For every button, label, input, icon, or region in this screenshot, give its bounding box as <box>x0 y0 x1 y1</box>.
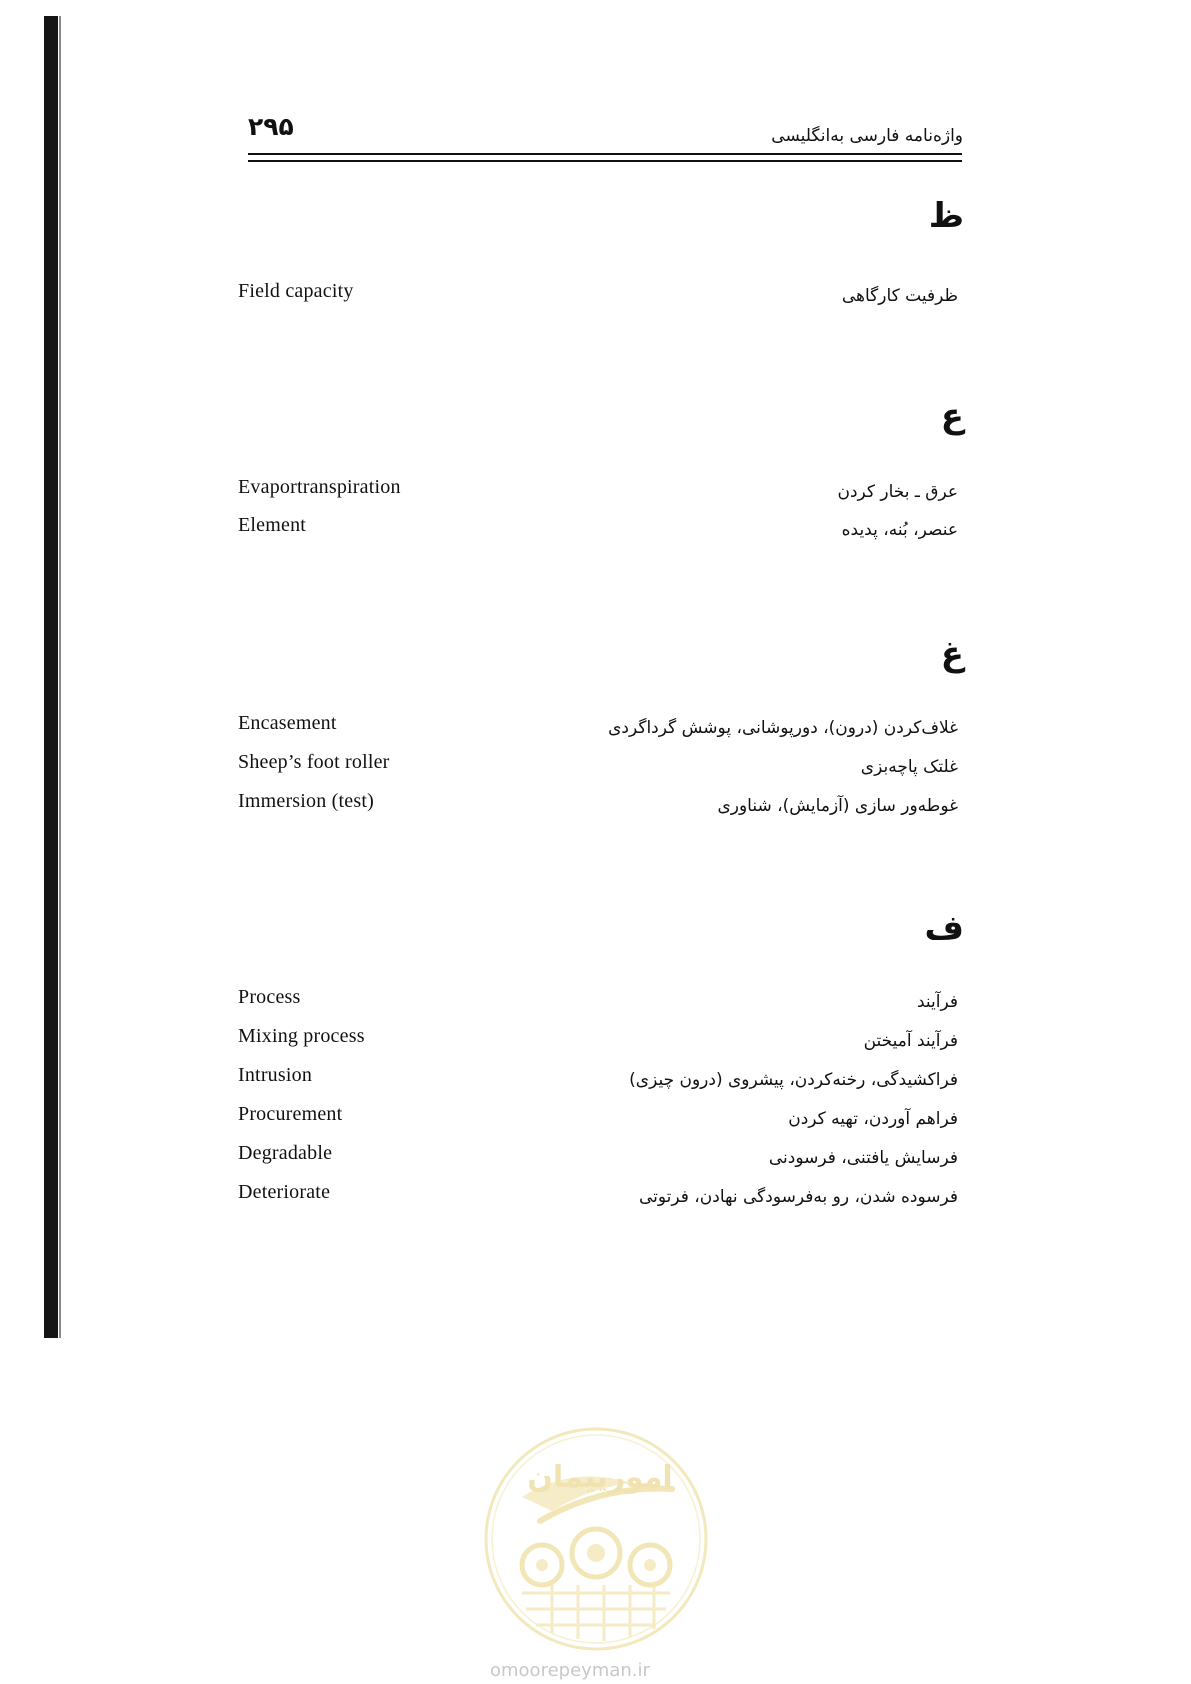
glossary-entry <box>230 712 964 750</box>
persian-term: غلاف‌کردن (درون)، دورپوشانی، پوشش گرداگردی <box>608 718 958 738</box>
section-letter: ظ <box>928 196 964 236</box>
section-za <box>230 196 964 336</box>
english-term: Sheep’s foot roller <box>238 751 390 773</box>
glossary-entry <box>230 1103 964 1141</box>
section-letter: ع <box>940 396 964 436</box>
english-term: Mixing process <box>238 1025 365 1047</box>
english-term: Procurement <box>238 1103 343 1125</box>
persian-term: ظرفیت کارگاهی <box>841 286 958 306</box>
section-ain <box>230 396 964 576</box>
section-fa <box>230 908 964 1248</box>
persian-term: عرق ـ بخار کردن <box>837 482 958 502</box>
english-term: Encasement <box>238 712 337 734</box>
english-term: Process <box>238 986 301 1008</box>
english-term: Element <box>238 514 307 536</box>
english-term: Degradable <box>238 1142 333 1164</box>
section-letter: ف <box>924 908 964 948</box>
glossary-entry <box>230 280 964 318</box>
persian-term: غوطه‌ور سازی (آزمایش)، شناوری <box>717 796 958 816</box>
glossary-entry <box>230 1025 964 1063</box>
section-ghain <box>230 634 964 834</box>
english-term: Immersion (test) <box>238 790 374 812</box>
glossary-entry <box>230 790 964 828</box>
persian-term: فرسوده شدن، رو به‌فرسودگی نهادن، فرتوتی <box>638 1187 958 1207</box>
english-term: Intrusion <box>238 1064 313 1086</box>
watermark-site: omoorepeyman.ir <box>490 1660 650 1681</box>
glossary-entry <box>230 1064 964 1102</box>
glossary-entry <box>230 476 964 514</box>
persian-term: عنصر، بُنه، پدیده <box>841 520 958 540</box>
glossary-entry <box>230 1142 964 1180</box>
scan-edge <box>44 16 58 1338</box>
glossary-entry <box>230 1181 964 1219</box>
english-term: Deteriorate <box>238 1181 331 1203</box>
page-number: ۲۹۵ <box>248 112 294 141</box>
watermark-logo-text: امورپیمان <box>527 1460 673 1495</box>
running-title: واژه‌نامه فارسی به‌انگلیسی <box>771 126 963 146</box>
persian-term: فراهم آوردن، تهیه کردن <box>788 1109 958 1129</box>
glossary-entry <box>230 514 964 552</box>
header-rule <box>248 160 962 162</box>
english-term: Evaportranspiration <box>238 476 401 498</box>
watermark-logo <box>482 1425 710 1653</box>
persian-term: فرآیند <box>916 992 958 1012</box>
glossary-entry <box>230 986 964 1024</box>
persian-term: فراکشیدگی، رخنه‌کردن، پیشروی (درون چیزی) <box>629 1070 958 1090</box>
persian-term: فرآیند آمیختن <box>863 1031 958 1051</box>
glossary-entry <box>230 751 964 789</box>
persian-term: غلتک پاچه‌بزی <box>860 757 958 777</box>
persian-term: فرسایش یافتنی، فرسودنی <box>768 1148 958 1168</box>
section-letter: غ <box>940 634 964 674</box>
header-rule <box>248 153 962 155</box>
english-term: Field capacity <box>238 280 354 302</box>
